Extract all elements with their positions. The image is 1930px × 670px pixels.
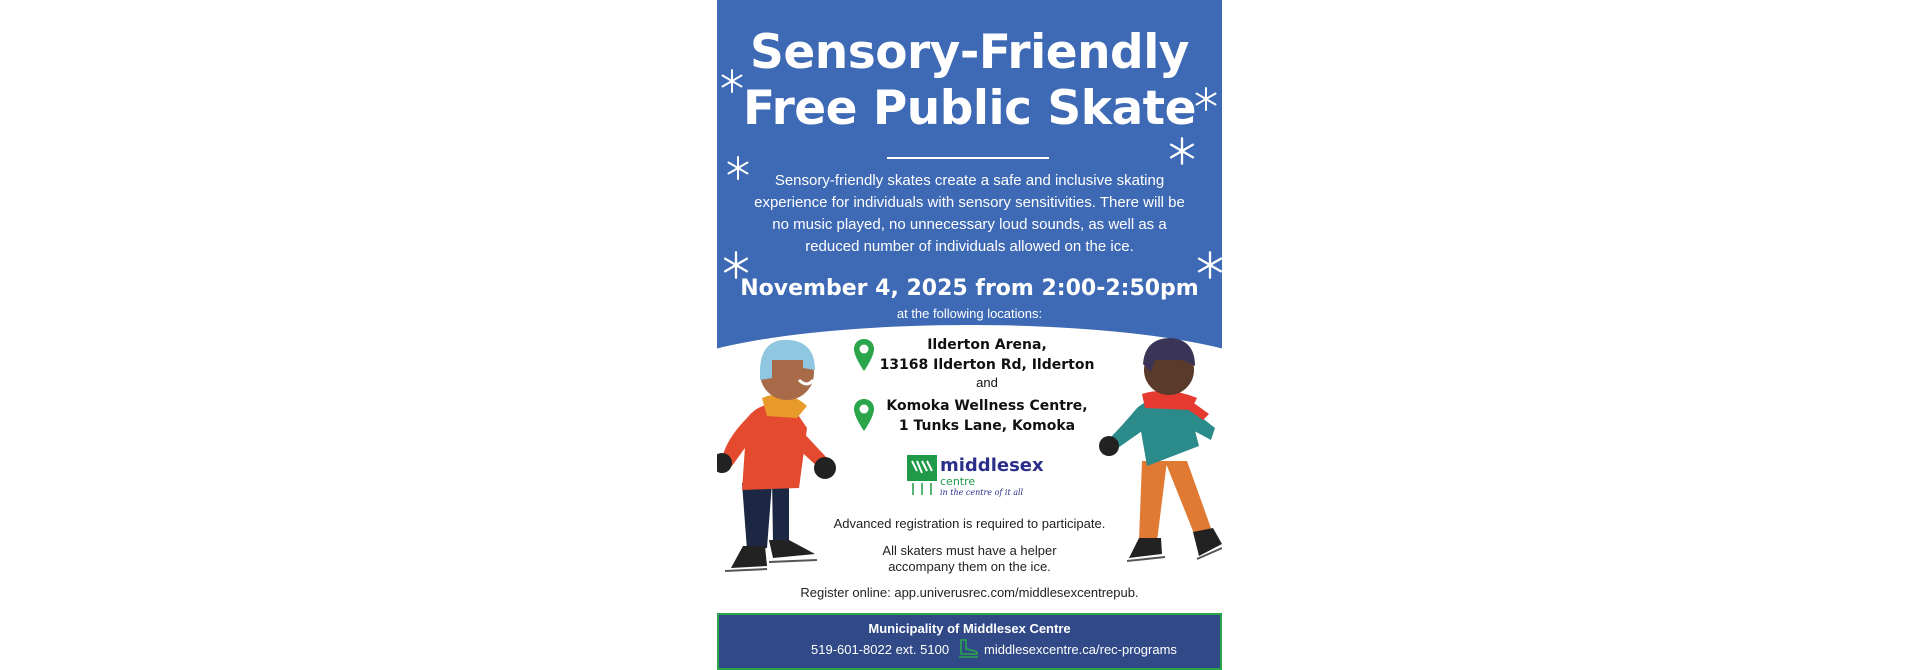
middlesex-centre-logo [907, 455, 1044, 499]
footer-bar [717, 613, 1222, 670]
footer-phone: 519-601-8022 ext. 5100 [811, 642, 950, 657]
footer-title: Municipality of Middlesex Centre [868, 621, 1071, 636]
event-date: November 4, 2025 from 2:00-2:50pm [740, 276, 1199, 301]
helper-note-line-2: accompany them on the ice. [888, 559, 1051, 574]
title-line-1: Sensory-Friendly [750, 25, 1189, 80]
intro-paragraph: Sensory-friendly skates create a safe and inclusive skating experience for individuals with sensory sensitivities. There will be no music played, no unnecessary loud sounds, as well as a reduced number of individuals allowed on the ice. [754, 172, 1185, 255]
register-online-text: Register online: app.univerusrec.com/middlesexcentrepub. [800, 585, 1139, 600]
skate-icon [956, 638, 980, 660]
poster [717, 0, 1222, 670]
location-2-name: Komoka Wellness Centre, [886, 398, 1088, 414]
helper-note-line-1: All skaters must have a helper [882, 543, 1057, 558]
location-1-address: 13168 Ilderton Rd, Ilderton [879, 357, 1095, 373]
logo-mark-icon [907, 455, 937, 495]
helper-note [777, 543, 1162, 575]
logo-subword: centre [940, 475, 976, 488]
right-skater-illustration [1087, 316, 1222, 578]
locations-and: and [976, 375, 998, 390]
location-2 [867, 396, 1107, 436]
title-line-2: Free Public Skate [742, 81, 1197, 136]
logo-wordmark: middlesex [940, 455, 1044, 476]
location-1 [867, 335, 1107, 375]
left-skater-illustration [717, 318, 852, 580]
title-divider [887, 157, 1049, 159]
location-2-address: 1 Tunks Lane, Komoka [898, 418, 1076, 434]
snowflake-icon [1167, 136, 1197, 166]
locations-intro: at the following locations: [896, 306, 1043, 321]
location-1-name: Ilderton Arena, [927, 337, 1047, 353]
footer-website: middlesexcentre.ca/rec-programs [984, 642, 1177, 657]
logo-tagline: in the centre of it all [940, 488, 1024, 497]
registration-note: Advanced registration is required to participate. [833, 516, 1106, 531]
